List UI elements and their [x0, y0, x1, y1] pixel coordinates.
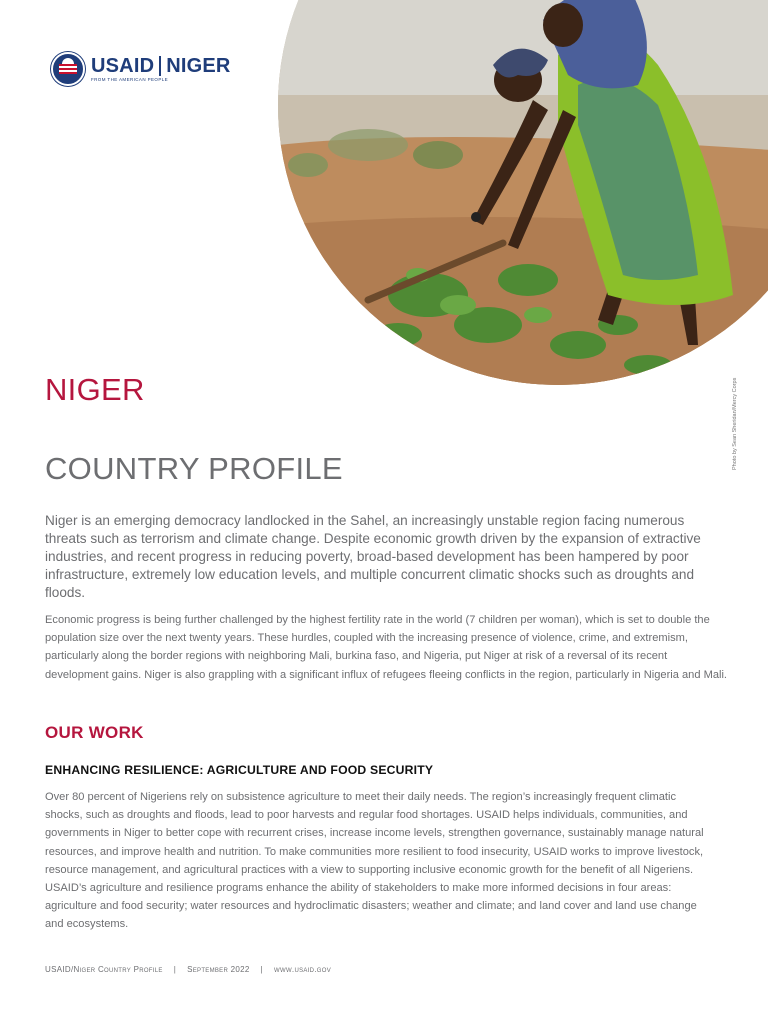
section-heading-our-work: OUR WORK	[45, 723, 144, 742]
logo-wordmark	[91, 56, 231, 76]
logo-tagline: FROM THE AMERICAN PEOPLE	[91, 77, 169, 82]
footer-separator: |	[260, 965, 264, 974]
agriculture-paragraph: Over 80 percent of Nigeriens rely on subsistence agriculture to meet their daily needs. The region’s increasingly frequent climatic shocks, such as droughts and floods, lead to poor harvests and regular food shortages. USAID helps individuals, communities, and governments in Niger to better cope with recurrent crises, increase income levels, strengthen governance, sustainably manage natural resources, and improve health and nutrition. To make communities more resilient to food insecurity, USAID works to improve livestock, resource management, and agricultural practices with a view to supporting inclusive economic growth for the benefit of all Nigeriens. USAID’s agriculture and resilience programs enhance the ability of stakeholders to make more informed decisions in four areas: agriculture and food security; water resources and hydroclimatic disasters; weather and climate; and land cover and land use change and ecosystems.	[45, 791, 704, 931]
footer-separator: |	[173, 965, 177, 974]
farmer-illustration	[278, 0, 768, 385]
usaid-logo	[51, 52, 231, 86]
country-title: NIGER	[45, 372, 145, 407]
footer-date: September 2022	[187, 965, 250, 974]
context-paragraph: Economic progress is being further challenged by the highest fertility rate in the world (7 children per woman), which is set to double the population size over the next twenty years. These hurdles, coupled with the increasing presence of violence, crime, and extremism, particularly along the border regions with neighboring Mali, burkina faso, and Nigeria, put Niger at risk of a reversal of its recent development gains. Niger is also grappling with a significant influx of refugees fleeing conflicts in the region, particularly in Nigeria and Mali.	[45, 614, 728, 681]
subsection-heading: ENHANCING RESILIENCE: AGRICULTURE AND FOOD SECURITY	[45, 763, 434, 777]
photo-credit: Photo by Sean Sheridan/Mercy Corps	[732, 377, 738, 470]
logo-text	[91, 56, 231, 82]
page-footer	[45, 965, 331, 974]
page-subtitle: COUNTRY PROFILE	[45, 451, 343, 486]
usaid-seal-icon	[51, 52, 85, 86]
logo-country: NIGER	[166, 55, 231, 77]
intro-paragraph: Niger is an emerging democracy landlocked in the Sahel, an increasingly unstable region facing numerous threats such as terrorism and climate change. Despite economic growth driven by the expansion of extractive industries, and recent progress in reducing poverty, broad-based development has been hampered by poor infrastructure, extremely low education levels, and multiple concurrent climatic shocks such as droughts and floods.	[45, 513, 701, 600]
footer-url-link[interactable]: www.usaid.gov	[274, 965, 332, 974]
footer-doc-title: USAID/Niger Country Profile	[45, 965, 163, 974]
logo-divider	[159, 56, 161, 76]
farmer-photo	[278, 0, 768, 385]
logo-brand: USAID	[91, 55, 155, 77]
